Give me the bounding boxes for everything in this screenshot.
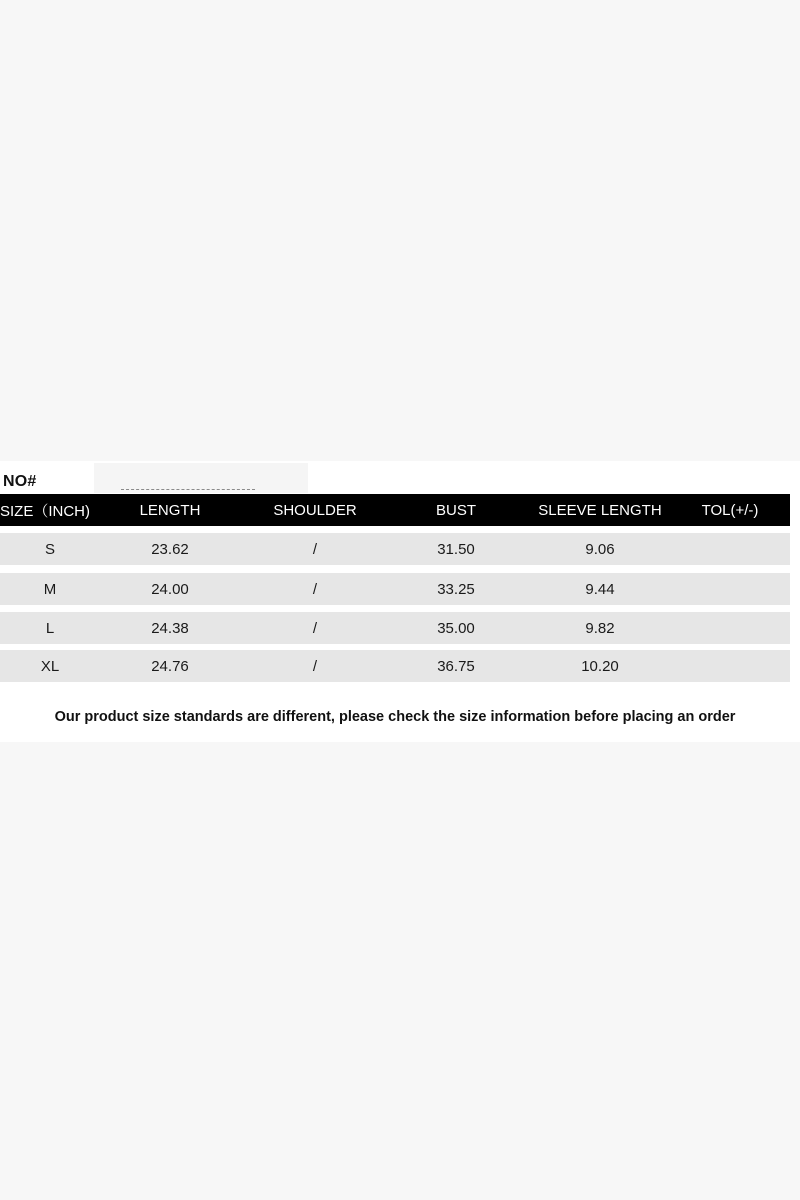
cell-shoulder: / — [312, 580, 318, 598]
cell-tolerance — [690, 533, 770, 565]
cell-bust: 35.00 — [437, 619, 475, 637]
table-row — [0, 612, 790, 644]
table-row — [0, 533, 790, 565]
table-row — [0, 573, 790, 605]
cell-tolerance — [690, 573, 770, 605]
size-chart-panel — [0, 461, 800, 742]
cell-size: L — [45, 619, 55, 637]
cell-bust: 31.50 — [437, 540, 475, 558]
cell-length: 24.76 — [151, 657, 189, 675]
cell-shoulder: / — [312, 540, 318, 558]
header-size: SIZE（INCH) — [0, 502, 91, 520]
header-sleeve-length: SLEEVE LENGTH — [538, 501, 662, 519]
table-row — [0, 650, 790, 682]
style-number-box — [94, 463, 308, 493]
cell-sleeve-length: 9.06 — [585, 540, 615, 558]
header-tolerance: TOL(+/-) — [701, 501, 759, 519]
size-disclaimer: Our product size standards are different, please check the size information before placing an order — [54, 709, 736, 725]
cell-size: S — [44, 540, 55, 558]
cell-size: XL — [40, 657, 60, 675]
style-number-scribble — [121, 489, 255, 490]
cell-bust: 36.75 — [437, 657, 475, 675]
header-bust: BUST — [435, 501, 476, 519]
cell-length: 23.62 — [151, 540, 189, 558]
cell-sleeve-length: 9.44 — [585, 580, 615, 598]
cell-tolerance — [690, 650, 770, 682]
cell-size: M — [43, 580, 57, 598]
table-header-row — [0, 494, 790, 526]
cell-tolerance — [690, 612, 770, 644]
header-shoulder: SHOULDER — [273, 501, 357, 519]
style-number-label: NO# — [3, 473, 37, 490]
cell-length: 24.38 — [151, 619, 189, 637]
cell-shoulder: / — [312, 619, 318, 637]
cell-shoulder: / — [312, 657, 318, 675]
header-length: LENGTH — [139, 501, 201, 519]
cell-sleeve-length: 10.20 — [581, 657, 619, 675]
cell-sleeve-length: 9.82 — [585, 619, 615, 637]
cell-bust: 33.25 — [437, 580, 475, 598]
cell-length: 24.00 — [151, 580, 189, 598]
